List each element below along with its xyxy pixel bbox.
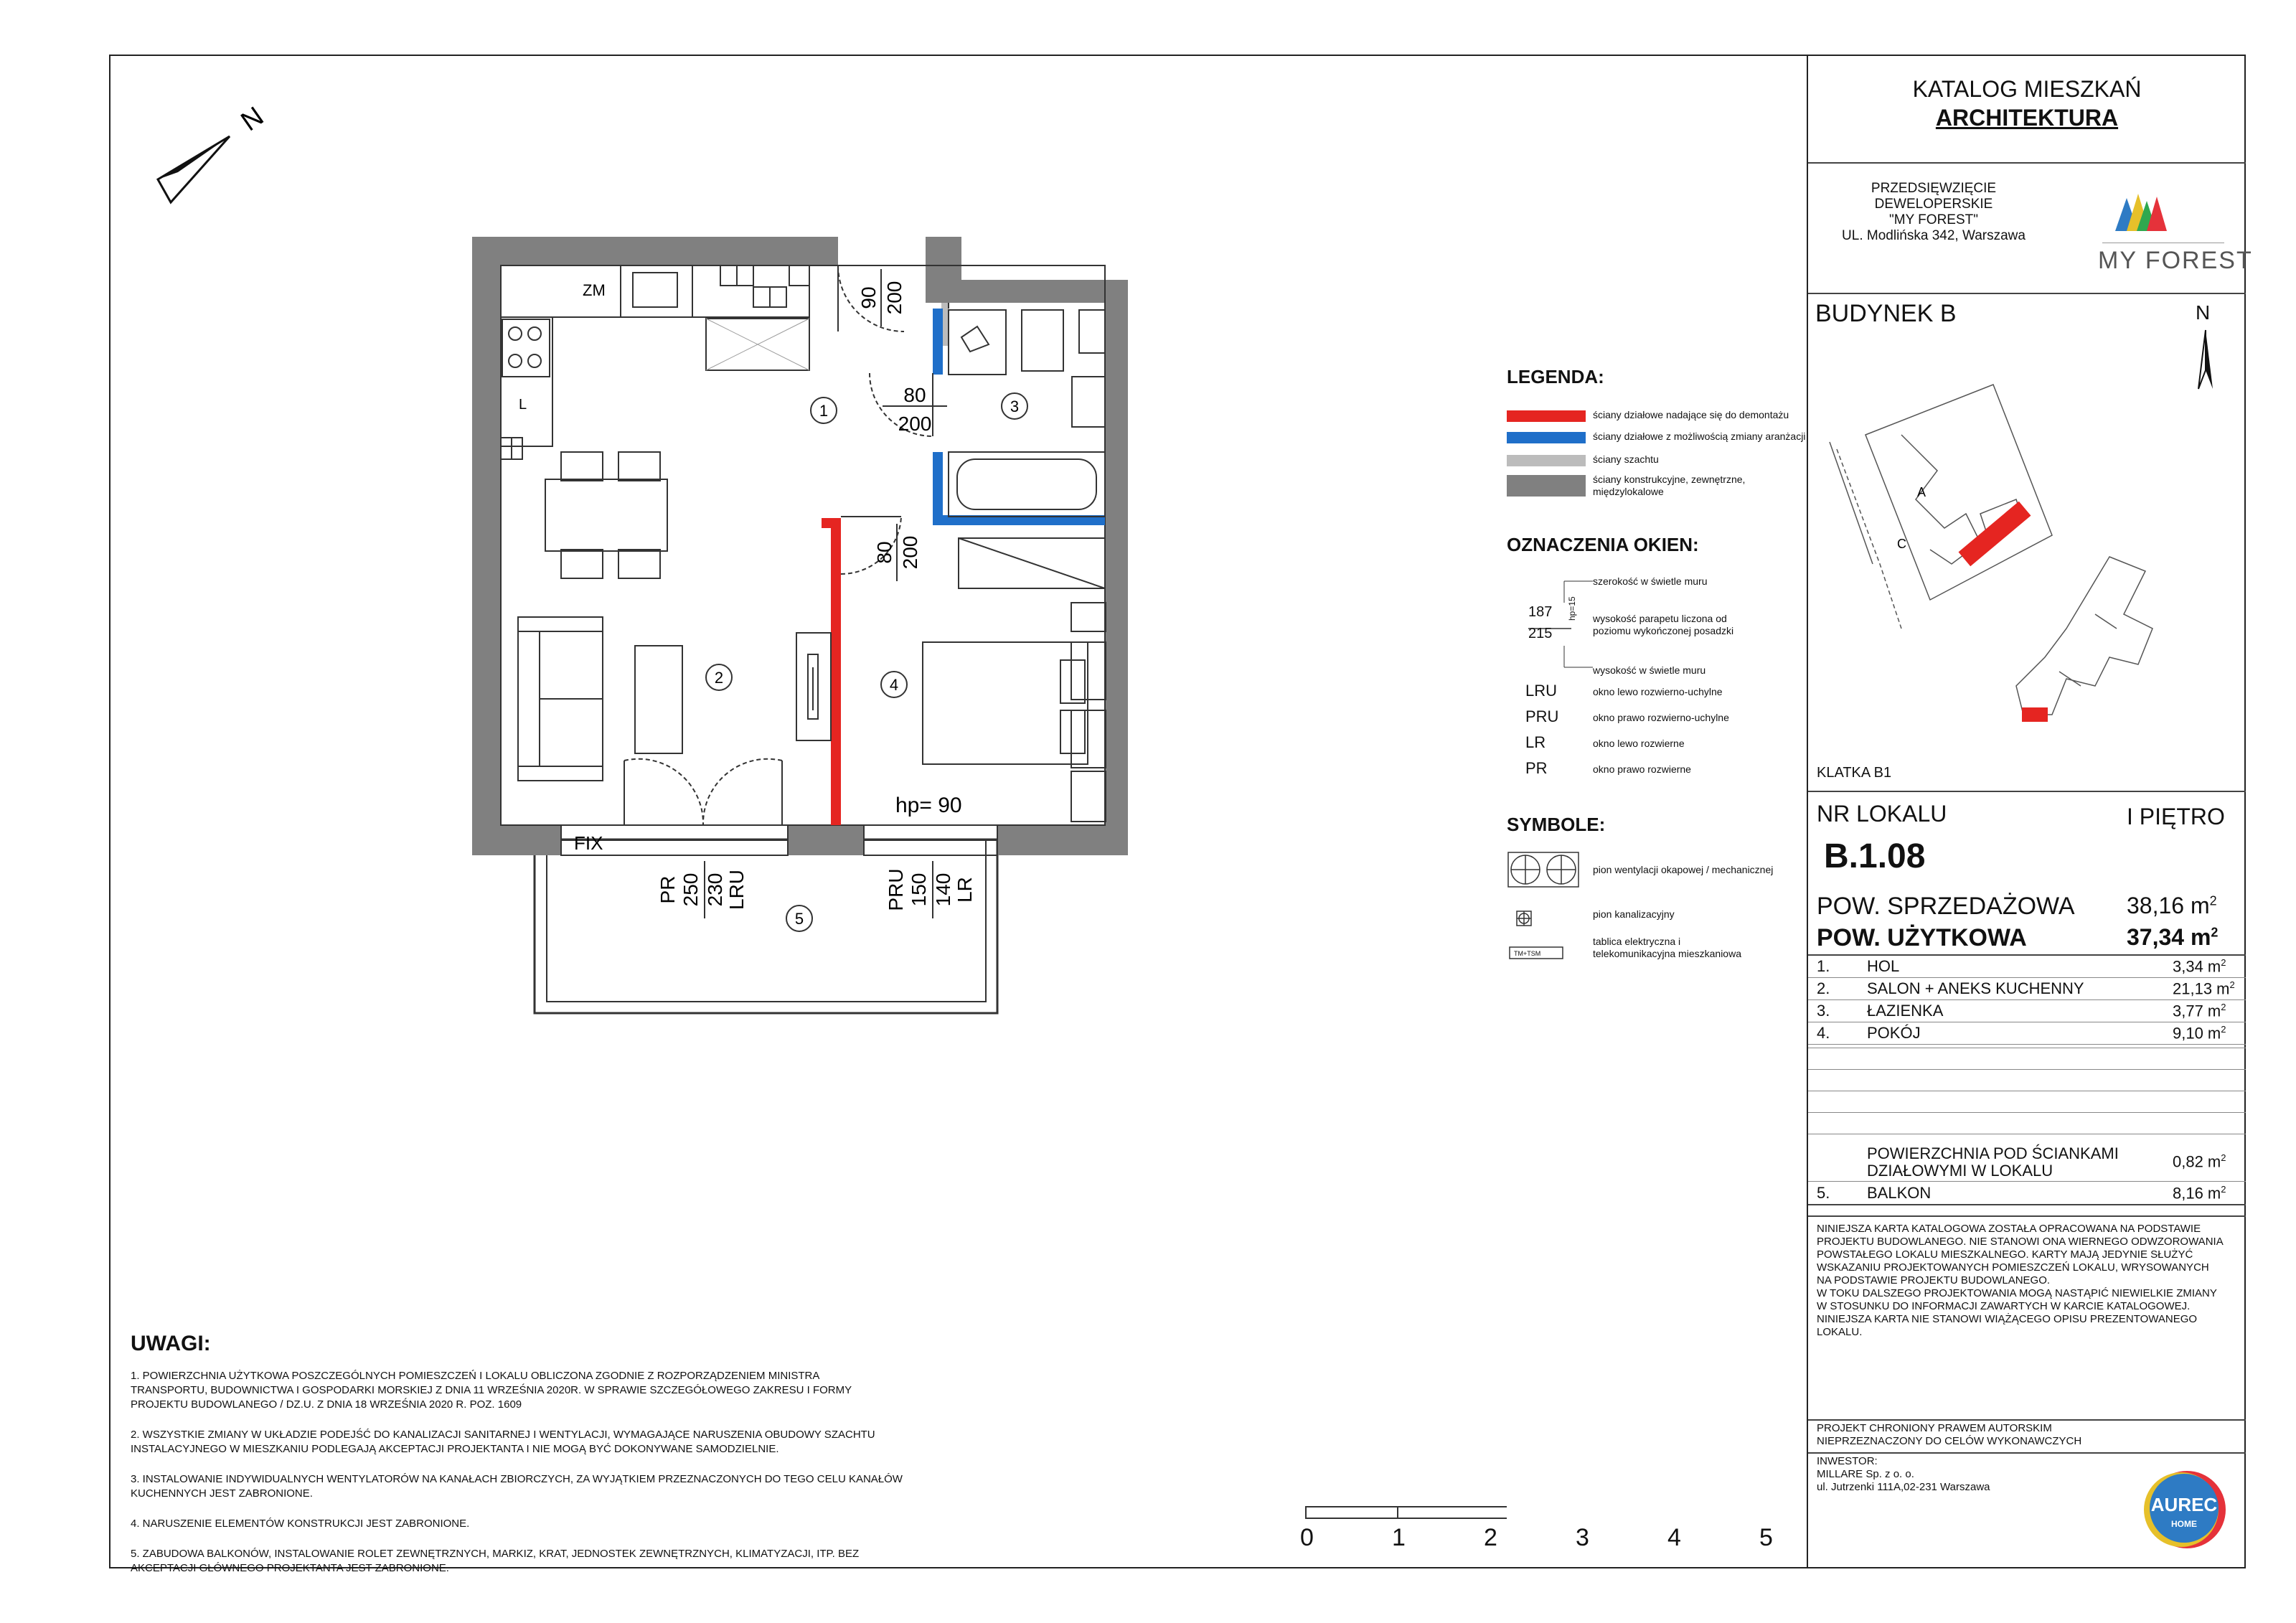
win-left-type2: LRU [725,869,748,911]
investor-address: ul. Jutrzenki 111A,02-231 Warszawa [1817,1481,1990,1493]
my-forest-logo-text: MY FOREST [2098,247,2253,274]
disclaimer-line: W STOSUNKU DO INFORMACJI ZAWARTYCH W KARCIE KATALOGOWEJ. [1817,1300,2191,1312]
investor [1817,1455,1990,1494]
site-plan [1808,356,2246,743]
usable-area-sup: 2 [2211,925,2219,940]
disclaimer-line: PROJEKTU BUDOWLANEGO. NIE STANOWI ONA WIERNEGO ODWZOROWANIA [1817,1236,2224,1248]
room-area [2173,1024,2226,1043]
note-line: TRANSPORTU, BUDOWNICTWA I GOSPODARKI MORSKIEJ Z DNIA 11 WRZEŚNIA 2020R. W SPRAWIE SZCZEGÓŁOWEGO ZAKRESU I FORMY [131,1384,852,1396]
legend-swatch-lightgrey [1507,455,1586,466]
legend [1507,366,1808,997]
note-line: KUCHENNYCH JEST ZABRONIONE. [131,1487,313,1500]
win-right-width: 140 [932,872,954,907]
disclaimer-line: NINIEJSZA KARTA NIE STANOWI WIĄŻĄCEGO OPISU PREZENTOWANEGO [1817,1313,2198,1325]
notes-title: UWAGI: [131,1332,211,1355]
site-label-a: A [1917,485,1926,499]
windows-sample-width: 187 [1528,604,1553,620]
electrical-panel-tag: TM+TSM [1514,950,1541,957]
note-line: 1. POWIERZCHNIA UŻYTKOWA POSZCZEGÓLNYCH POMIESZCZEŃ I LOKALU OBLICZONA ZGODNIE Z ROZPORZĄDZENIEM MINISTRA [131,1370,820,1382]
room-no: 4. [1817,1024,1830,1042]
walls-area-value [2173,1152,2226,1171]
win-left-width: 230 [704,872,726,907]
disclaimer [1817,1223,2224,1339]
symbols-title: SYMBOLE: [1507,814,1606,835]
developer-info [1815,181,2052,244]
building-title: BUDYNEK B [1815,300,1957,327]
scale-tick-1: 1 [1392,1524,1406,1551]
room-area-sup: 2 [2221,957,2226,968]
fix-label: FIX [574,832,603,854]
legend-swatch-blue [1507,432,1586,443]
note-line: 3. INSTALOWANIE INDYWIDUALNYCH WENTYLATORÓW NA KANAŁACH ZBIORCZYCH, ZA WYJĄTKIEM PRZEZNACZONYCH DO TEGO CELU KANAŁÓW [131,1473,903,1485]
note-line: 5. ZABUDOWA BALKONÓW, INSTALOWANIE ROLET ZEWNĘTRZNYCH, MARKIZ, KRAT, JEDNOSTEK ZEWNĘTRZNYCH, KLIMATYZACJI, ITP. BEZ [131,1548,860,1560]
note-item [131,1517,977,1531]
investor-label: INWESTOR: [1817,1455,1878,1467]
legend-title: LEGENDA: [1507,366,1604,387]
room-name: ŁAZIENKA [1867,1002,1944,1020]
room-row [1808,956,2246,978]
balcony-area-sup: 2 [2221,1184,2226,1195]
legend-label-structural-2: międzylokalowe [1593,486,1664,497]
room-row [1808,1000,2246,1022]
sales-area-sup: 2 [2209,893,2217,908]
developer-line-1: PRZEDSIĘWZIĘCIE [1871,181,1997,196]
scale-bar [1306,1507,1507,1518]
windows-width-note: szerokość w świetle muru [1593,575,1708,587]
door-entry-width: 90 [857,286,880,309]
walls-area-label [1867,1145,2119,1180]
north-arrow-icon [158,136,230,202]
balcony-outline [535,839,997,1013]
room-row [1808,978,2246,1000]
room-area [2173,957,2226,976]
door-room-height: 200 [899,535,921,570]
disclaimer-line: POWSTAŁEGO LOKALU MIESZKALNEGO. KARTY MAJĄ JEDYNIE SŁUŻYĆ [1817,1248,2193,1261]
note-line: 4. NARUSZENIE ELEMENTÓW KONSTRUKCJI JEST ZABRONIONE. [131,1518,470,1530]
disclaimer-line: NINIEJSZA KARTA KATALOGOWA ZOSTAŁA OPRACOWANA NA PODSTAWIE [1817,1223,2201,1235]
sewage-riser-icon [1517,911,1531,926]
window-type-label-lr: okno lewo rozwierne [1593,738,1685,749]
windows-sill-note: wysokość parapetu liczona od [1593,613,1727,624]
developer-address: UL. Modlińska 342, Warszawa [1842,228,2026,243]
ventilation-riser-icon [1508,852,1578,887]
note-line: AKCEPTACJI GŁÓWNEGO PROJEKTANTA JEST ZABRONIONE. [131,1562,449,1574]
balcony-area [2173,1184,2226,1203]
balcony-name: BALKON [1867,1184,1932,1202]
room-area [2173,979,2235,998]
window-type-label-pr: okno prawo rozwierne [1593,763,1691,775]
scale-tick-5: 5 [1759,1524,1773,1551]
windows-sample-sill: hp=15 [1567,596,1577,621]
win-right-type2: LR [954,877,976,903]
scale-tick-3: 3 [1576,1524,1589,1551]
sales-area-number: 38,16 m [2127,893,2210,918]
note-line: PROJEKTU BUDOWLANEGO / DZ.U. Z DNIA 18 WRZEŚNIA 2020 R. POZ. 1609 [131,1398,522,1411]
room-number-2: 2 [714,669,724,687]
usable-area-value [2127,924,2218,951]
window-type-code-lr: LR [1525,733,1546,751]
walls-area-label-1: POWIERZCHNIA POD ŚCIANKAMI [1867,1144,2119,1162]
windows-title: OZNACZENIA OKIEN: [1507,534,1699,555]
disclaimer-line: NA PODSTAWIE PROJEKTU BUDOWLANEGO. [1817,1274,2051,1286]
legend-label-red: ściany działowe nadające się do demontażu [1593,409,1789,420]
door-bath-height: 200 [898,413,932,435]
disclaimer-line: LOKALU. [1817,1326,1863,1338]
room-number-1: 1 [819,402,829,420]
win-right-height: 150 [908,872,930,907]
room-area-sup: 2 [2221,1024,2226,1035]
door-bath-width: 80 [903,384,926,406]
site-label-c: C [1897,537,1906,551]
scale-tick-4: 4 [1667,1524,1681,1551]
header-subtitle: ARCHITEKTURA [1935,105,2119,131]
room-area-number: 9,10 m [2173,1024,2221,1043]
notes-container [131,1369,977,1576]
developer-line-2: DEWELOPERSKIE [1874,197,1993,212]
developer-line-3: "MY FOREST" [1889,212,1978,227]
title-block [1807,55,2253,1568]
room-area-sup: 2 [2229,979,2235,990]
symbols-icons [1507,851,1586,980]
balcony-area-number: 8,16 m [2173,1184,2221,1203]
walls-area-label-2: DZIAŁOWYMI W LOKALU [1867,1162,2053,1180]
legend-swatch-darkgrey [1507,475,1586,497]
symbol-label-panel-2: telekomunikacyjna mieszkaniowa [1593,948,1741,959]
win-left-type: PR [657,875,679,904]
win-left-height: 250 [679,872,702,907]
notes-list [131,1369,977,1591]
dishwasher-label: L [519,397,527,413]
disclaimer-line: WSKAZANIU PROJEKTOWANYCH POMIESZCZEŃ LOKALU, WRYSOWANYCH [1817,1261,2209,1274]
sales-area-value [2127,893,2217,919]
scale-tick-2: 2 [1484,1524,1497,1551]
note-line: INSTALACYJNEGO W MIESZKANIU PODLEGAJĄ AKCEPTACJI PROJEKTANTA I NIE MOGĄ BYĆ DOKONYWANE SAMODZIELNIE. [131,1443,779,1455]
room-name: SALON + ANEKS KUCHENNY [1867,979,2084,997]
door-entry-height: 200 [883,281,905,315]
symbol-label-sewage: pion kanalizacyjny [1593,908,1675,920]
note-item [131,1428,977,1457]
room-area-number: 3,77 m [2173,1002,2221,1020]
note-item [131,1472,977,1501]
unit-floor: I PIĘTRO [2127,804,2225,829]
scale-tick-0: 0 [1300,1524,1314,1551]
my-forest-logo-icon [2112,191,2170,234]
sales-area-label: POW. SPRZEDAŻOWA [1817,893,2075,920]
fridge-label: ZM [583,281,606,299]
rooms-table [1808,956,2246,1045]
usable-area-label: POW. UŻYTKOWA [1817,924,2027,951]
room-no: 1. [1817,957,1830,975]
symbol-label-panel: tablica elektryczna i [1593,936,1681,947]
note-line: 2. WSZYSTKIE ZMIANY W UKŁADZIE PODEJŚĆ DO KANALIZACJI SANITARNEJ I WENTYLACJI, WYMAGAJĄCE NARUSZENIA OBUDOWY SZACHTU [131,1429,875,1441]
unit-nr-label: NR LOKALU [1817,801,1947,827]
windows-height-note: wysokość w świetle muru [1593,664,1706,676]
legend-label-blue: ściany działowe z możliwością zmiany aranżacji [1593,431,1806,442]
door-room-width: 80 [873,541,895,564]
legend-swatch-red [1507,410,1586,422]
copyright [1817,1422,2081,1448]
window-type-code-pru: PRU [1525,707,1559,725]
copyright-line-2: NIEPRZEZNACZONY DO CELÓW WYKONAWCZYCH [1817,1435,2082,1447]
staircase-label: KLATKA B1 [1817,765,1892,781]
room-row [1808,1022,2246,1045]
win-right-type: PRU [885,868,907,911]
aurec-logo-sub: HOME [2171,1519,2197,1529]
room-area-number: 21,13 m [2173,979,2230,998]
building-north: N [2196,301,2211,324]
aurec-logo-icon [2141,1467,2227,1553]
room-no: 3. [1817,1002,1830,1020]
aurec-logo-text: AUREC [2150,1494,2218,1515]
walls-area-number: 0,82 m [2173,1152,2221,1171]
room-no: 2. [1817,979,1830,997]
plan-north-label: N [235,101,270,138]
room-number-4: 4 [889,676,899,694]
investor-name: MILLARE Sp. z o. o. [1817,1468,1914,1480]
room-number-3: 3 [1010,397,1020,415]
room-area-number: 3,34 m [2173,957,2221,976]
room-name: POKÓJ [1867,1024,1921,1042]
note-item [131,1547,977,1576]
usable-area-number: 37,34 m [2127,924,2211,950]
windows-sill-note-2: poziomu wykończonej posadzki [1593,625,1734,636]
window-type-label-pru: okno prawo rozwierno-uchylne [1593,712,1729,723]
note-item [131,1369,977,1412]
disclaimer-line: W TOKU DALSZEGO PROJEKTOWANIA MOGĄ NASTĄPIĆ NIEWIELKIE ZMIANY [1817,1287,2217,1299]
room-name: HOL [1867,957,1900,975]
balcony-no: 5. [1817,1184,1830,1202]
room-area-sup: 2 [2221,1002,2226,1012]
windows-sample-height: 215 [1528,626,1553,641]
window-type-label-lru: okno lewo rozwierno-uchylne [1593,686,1723,697]
symbol-label-ventilation: pion wentylacji okapowej / mechanicznej [1593,864,1774,875]
room-number-5: 5 [794,910,804,928]
room-area [2173,1002,2226,1020]
sill-height-label: hp= 90 [895,794,962,817]
header-title: KATALOG MIESZKAŃ [1912,76,2142,102]
window-type-code-lru: LRU [1525,682,1558,700]
legend-label-shaft: ściany szachtu [1593,453,1659,465]
windows-sample-diagram [1521,574,1593,674]
copyright-line-1: PROJEKT CHRONIONY PRAWEM AUTORSKIM [1817,1422,2052,1434]
walls-area-sup: 2 [2221,1152,2226,1163]
legend-label-structural: ściany konstrukcyjne, zewnętrzne, [1593,474,1746,485]
window-type-code-pr: PR [1525,759,1548,777]
unit-number: B.1.08 [1824,837,1926,875]
